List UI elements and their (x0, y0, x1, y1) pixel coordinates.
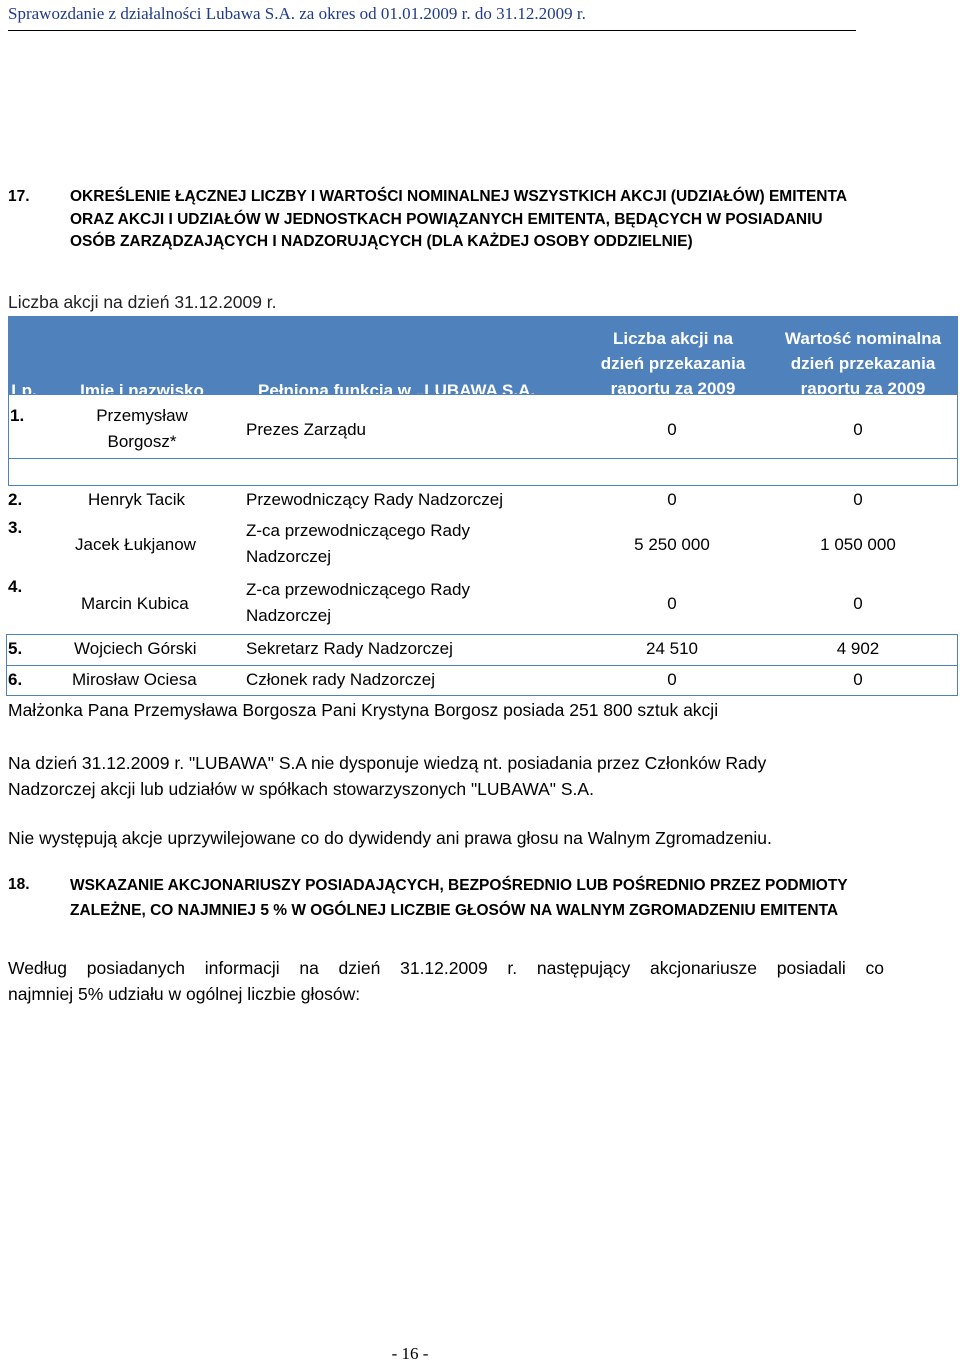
row-4-function (246, 577, 470, 629)
section-18-title (70, 873, 950, 923)
shares-table (8, 316, 958, 696)
row-divider (8, 458, 958, 459)
section-17-title-line: OKREŚLENIE ŁĄCZNEJ LICZBY I WARTOŚCI NOMINALNEJ WSZYSTKICH AKCJI (UDZIAŁÓW) EMITENTA (70, 188, 848, 205)
page-number: - 16 - (391, 1344, 429, 1363)
header-nominal (768, 326, 958, 401)
row-2-lp: 2. (8, 490, 23, 509)
section-18-intro (8, 955, 884, 1007)
header-name: Imię i nazwisko (80, 381, 204, 400)
section-18-number: 18. (8, 876, 30, 893)
row-1-name (72, 403, 212, 455)
row-4-name: Marcin Kubica (81, 594, 189, 613)
row-2-function: Przewodniczący Rady Nadzorczej (246, 490, 503, 509)
row-4-function-line: Nadzorczej (246, 606, 332, 625)
spouse-note: Małżonka Pana Przemysława Borgosza Pani Krystyna Borgosz posiada 251 800 sztuk akcji (8, 700, 719, 720)
header-shares-line: Liczba akcji na (613, 329, 733, 348)
row-5-function: Sekretarz Rady Nadzorczej (246, 639, 453, 658)
row-6-nominal: 0 (853, 670, 863, 689)
row-3-function (246, 518, 470, 570)
table-header (8, 316, 958, 400)
header-divider (8, 30, 856, 31)
row-1-nominal: 0 (853, 420, 863, 439)
row-5-nominal: 4 902 (836, 639, 880, 658)
row-4-function-line: Z-ca przewodniczącego Rady (246, 580, 470, 599)
section-18-title-line: ZALEŻNE, CO NAJMNIEJ 5 % W OGÓLNEJ LICZBIE GŁOSÓW NA WALNYM ZGROMADZENIU EMITENTA (70, 902, 839, 919)
section-17-title-line: OSÓB ZARZĄDZAJĄCYCH I NADZORUJĄCYCH (DLA KAŻDEJ OSOBY ODDZIELNIE) (70, 233, 693, 250)
row-2-name: Henryk Tacik (88, 490, 185, 509)
section-18-intro-line: najmniej 5% udziału w ogólnej liczbie głosów: (8, 984, 361, 1004)
row-3-nominal: 1 050 000 (820, 535, 896, 554)
row-3-name: Jacek Łukjanow (75, 535, 196, 554)
section-17-title-line: ORAZ AKCJI I UDZIAŁÓW W JEDNOSTKACH POWIĄZANYCH EMITENTA, BĘDĄCYCH W POSIADANIU (70, 210, 823, 228)
row-6-name: Mirosław Ociesa (72, 670, 197, 689)
row-2-shares: 0 (667, 490, 677, 509)
header-shares-line: raportu za 2009 (610, 379, 736, 398)
row-3-function-line: Z-ca przewodniczącego Rady (246, 521, 470, 540)
page-header: Sprawozdanie z działalności Lubawa S.A. za okres od 01.01.2009 r. do 31.12.2009 r. (8, 4, 586, 23)
row-3-lp: 3. (8, 518, 23, 537)
section-18-title-line: WSKAZANIE AKCJONARIUSZY POSIADAJĄCYCH, BEZPOŚREDNIO LUB POŚREDNIO PRZEZ PODMIOTY (70, 877, 848, 894)
row-1-shares: 0 (667, 420, 677, 439)
row-6-function: Członek rady Nadzorczej (246, 670, 435, 689)
header-nominal-line: dzień przekazania (790, 354, 936, 373)
row-1-function: Prezes Zarządu (246, 420, 366, 439)
row-3-function-line: Nadzorczej (246, 547, 332, 566)
row-1-name-line: Borgosz* (107, 432, 177, 451)
header-function: Pełniona funkcja w „LUBAWA S.A. (258, 381, 536, 400)
section-17-title (70, 186, 930, 254)
preferred-shares-note: Nie występują akcje uprzywilejowane co do dywidendy ani prawa głosu na Walnym Zgromadzeniu. (8, 828, 772, 848)
row-1-name-line: Przemysław (96, 406, 188, 425)
row-6-shares: 0 (667, 670, 677, 689)
row-4-lp: 4. (8, 577, 23, 596)
knowledge-note-line: Nadzorczej akcji lub udziałów w spółkach stowarzyszonych "LUBAWA" S.A. (8, 779, 594, 799)
row-1-lp: 1. (10, 406, 25, 425)
knowledge-note (8, 750, 766, 802)
row-divider (6, 665, 958, 666)
row-3-shares: 5 250 000 (634, 535, 710, 554)
row-4-nominal: 0 (853, 594, 863, 613)
section-18-intro-line: Według posiadanych informacji na dzień 31.12.2009 r. następujący akcjonariusze posiadali co (8, 958, 884, 978)
row-5-shares: 24 510 (646, 639, 698, 658)
header-nominal-line: raportu za 2009 (800, 379, 926, 398)
header-shares-line: dzień przekazania (600, 354, 746, 373)
section-17-number: 17. (8, 188, 30, 205)
header-nominal-line: Wartość nominalna (784, 329, 942, 348)
row-5-lp: 5. (8, 639, 23, 658)
header-lp: Lp. (11, 381, 37, 400)
row-5-name: Wojciech Górski (74, 639, 197, 658)
row-6-lp: 6. (8, 670, 23, 689)
row-2-nominal: 0 (853, 490, 863, 509)
shares-date-caption: Liczba akcji na dzień 31.12.2009 r. (8, 292, 277, 312)
header-shares (593, 326, 753, 401)
knowledge-note-line: Na dzień 31.12.2009 r. "LUBAWA" S.A nie dysponuje wiedzą nt. posiadania przez Członków Rady (8, 753, 767, 773)
row-4-shares: 0 (667, 594, 677, 613)
